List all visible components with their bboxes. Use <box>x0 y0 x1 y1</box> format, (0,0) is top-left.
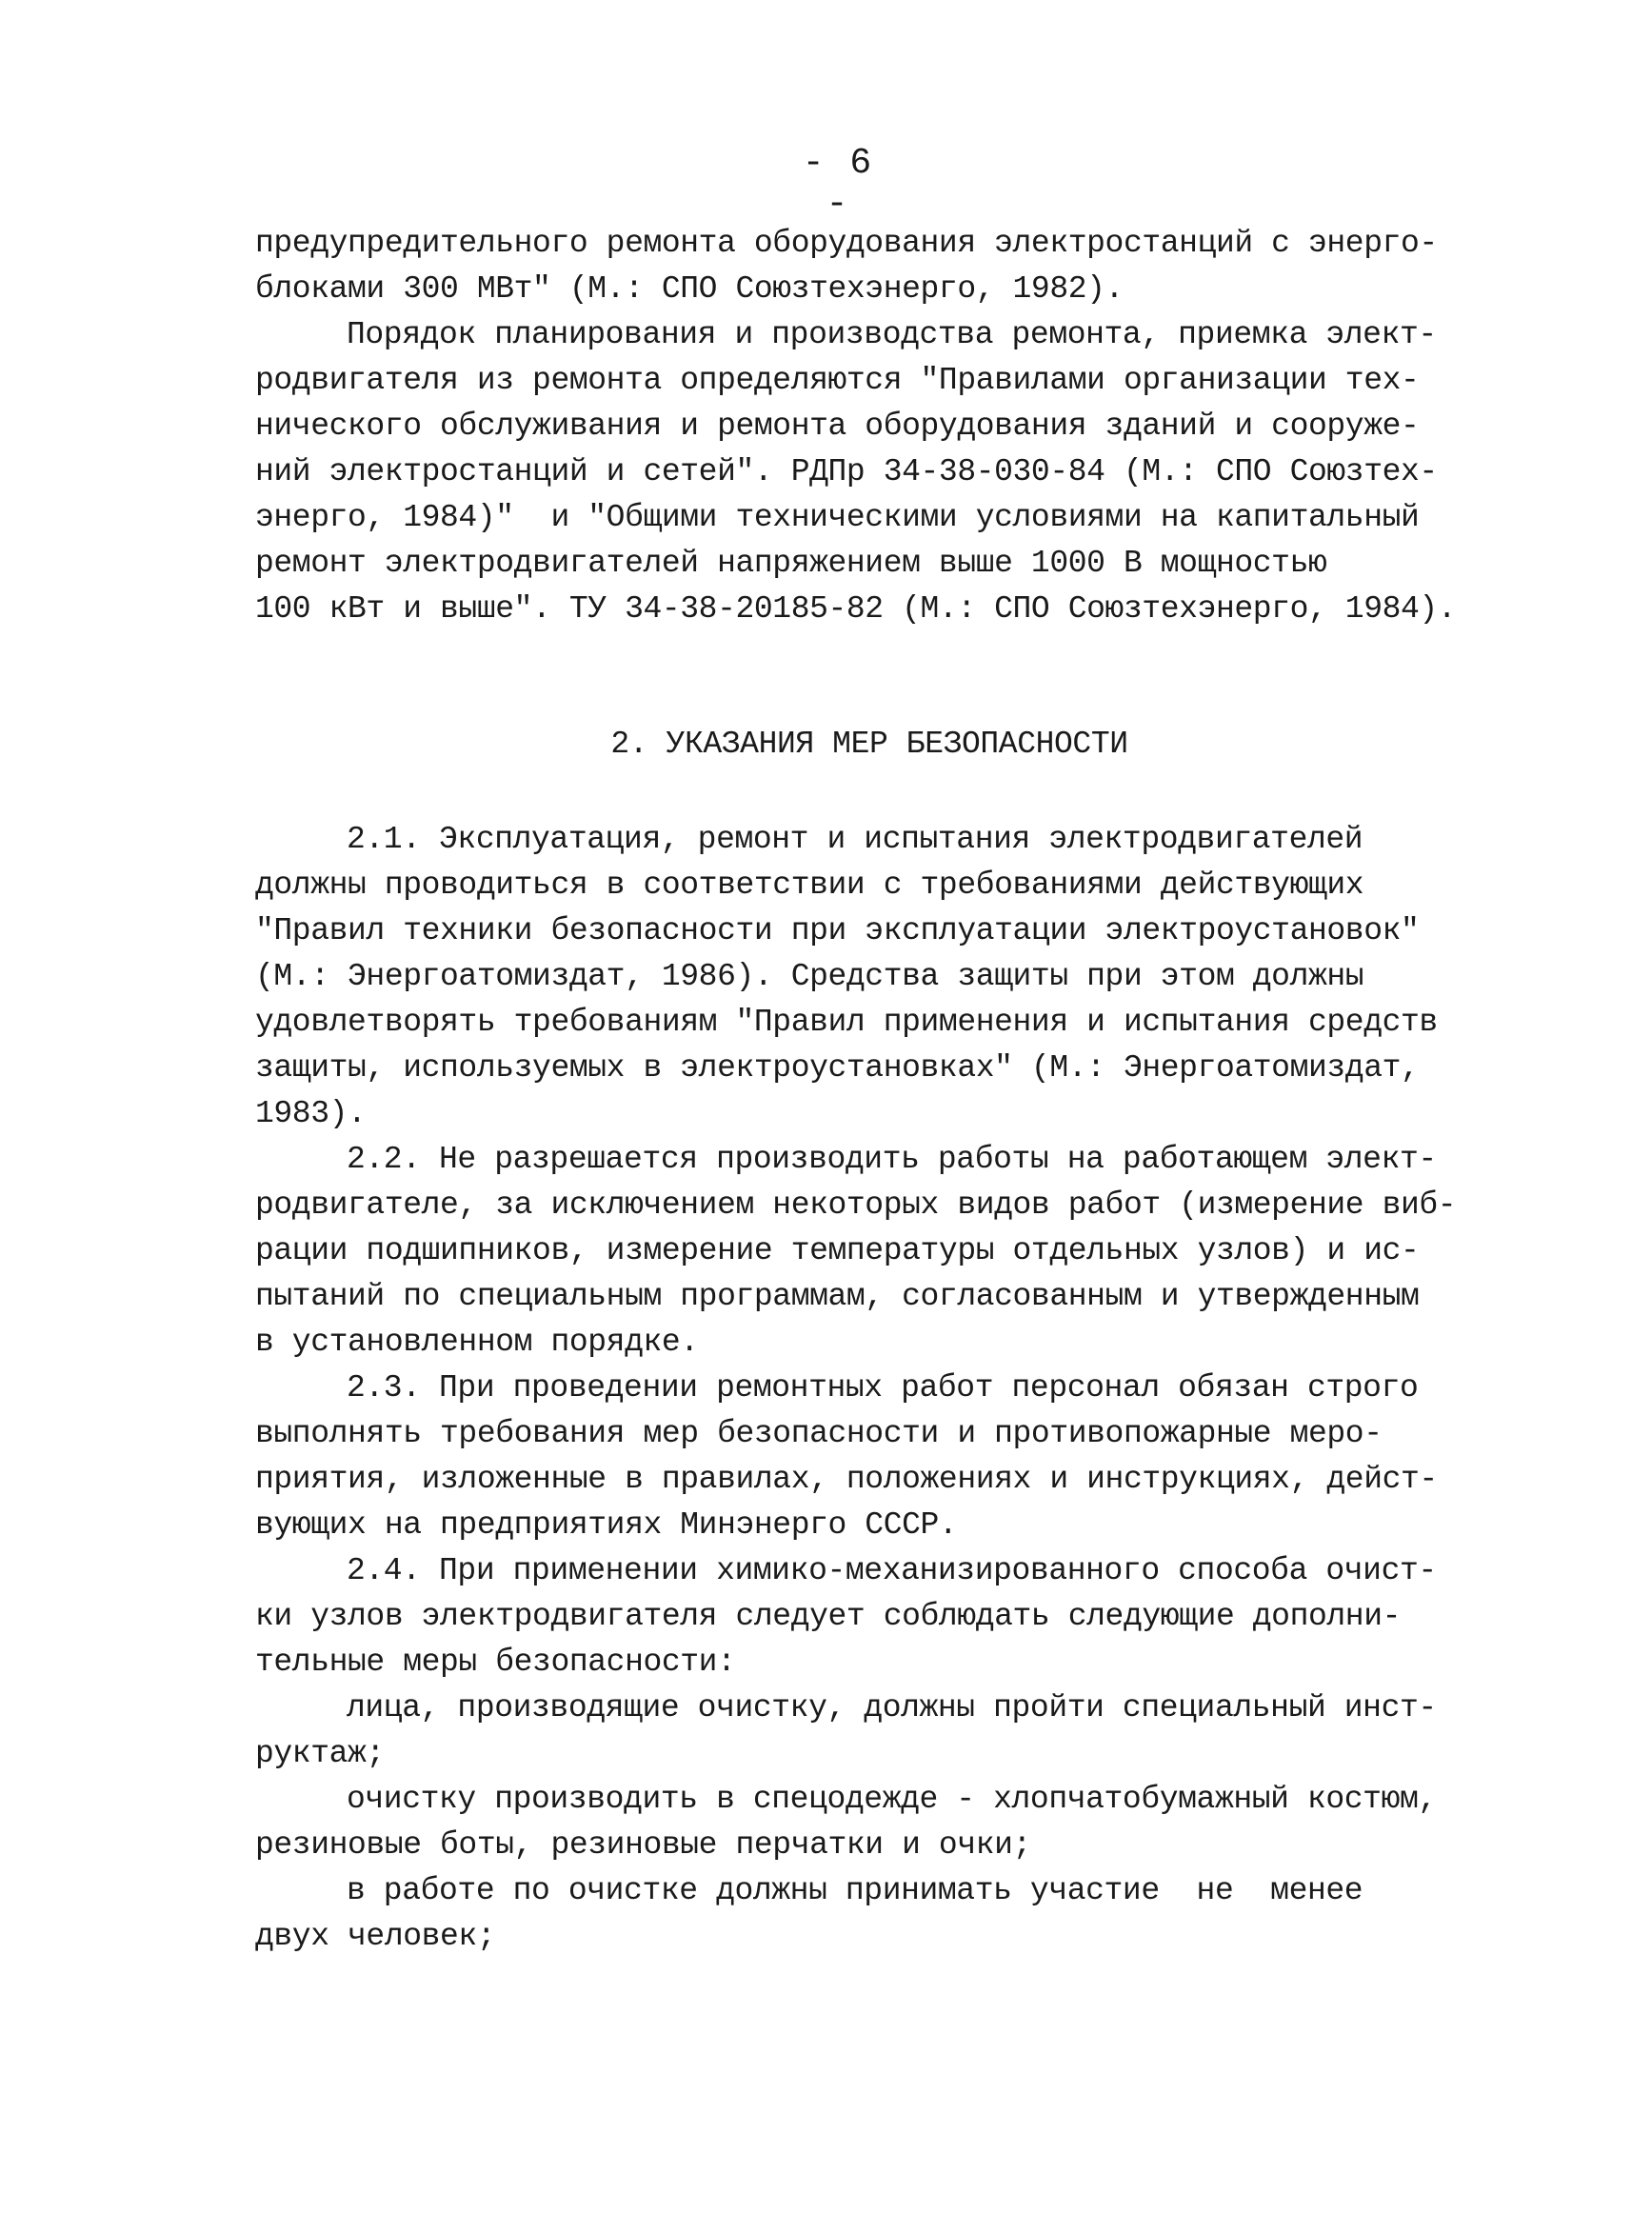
text-line: рации подшипников, измерение температуры отдельных узлов) и ис- <box>255 1233 1420 1268</box>
text-line: ний электростанций и сетей". РДПр 34-38-030-84 (М.: СПО Союзтех- <box>255 454 1438 489</box>
text-line: нического обслуживания и ремонта оборудования зданий и сооруже- <box>255 409 1420 444</box>
text-line: в работе по очистке должны принимать участие не менее <box>347 1873 1363 1908</box>
text-line: ки узлов электродвигателя следует соблюдать следующие дополни- <box>255 1599 1402 1634</box>
text-line: выполнять требования мер безопасности и противопожарные меро- <box>255 1416 1383 1451</box>
text-line: Порядок планирования и производства ремонта, приемка элект- <box>347 317 1437 352</box>
text-line: блоками 300 МВт" (М.: СПО Союзтехэнерго, 1982). <box>255 271 1124 307</box>
text-line: руктаж; <box>255 1736 385 1771</box>
page-number: - 6 - <box>802 143 874 225</box>
text-line: удовлетворять требованиям "Правил применения и испытания средств <box>255 1005 1438 1040</box>
text-line: предупредительного ремонта оборудования электростанций с энерго- <box>255 226 1438 261</box>
text-line: ремонт электродвигателей напряжением выше 1000 В мощностью <box>255 546 1327 581</box>
text-line: двух человек; <box>255 1919 496 1954</box>
text-line: 2.3. При проведении ремонтных работ персонал обязан строго <box>347 1370 1419 1406</box>
text-line: очистку производить в спецодежде - хлопчатобумажный костюм, <box>347 1782 1437 1817</box>
text-line: резиновые боты, резиновые перчатки и очки; <box>255 1827 1031 1863</box>
text-line: тельные меры безопасности: <box>255 1645 736 1680</box>
section-heading: 2. УКАЗАНИЯ МЕР БЕЗОПАСНОСТИ <box>610 727 1128 762</box>
text-line: вующих на предприятиях Минэнерго СССР. <box>255 1507 958 1543</box>
text-line: 2.2. Не разрешается производить работы на работающем элект- <box>347 1142 1437 1177</box>
text-line: должны проводиться в соответствии с требованиями действующих <box>255 868 1364 903</box>
text-line: родвигателя из ремонта определяются "Правилами организации тех- <box>255 363 1420 398</box>
text-line: "Правил техники безопасности при эксплуатации электроустановок" <box>255 913 1420 948</box>
safety-paragraphs <box>255 817 1483 1960</box>
text-line: приятия, изложенные в правилах, положениях и инструкциях, дейст- <box>255 1462 1438 1497</box>
text-line: родвигателе, за исключением некоторых видов работ (измерение виб- <box>255 1187 1457 1223</box>
text-line: 2.1. Эксплуатация, ремонт и испытания электродвигателей <box>347 822 1363 857</box>
intro-paragraphs <box>255 221 1483 632</box>
text-line: энерго, 1984)" и "Общими техническими условиями на капитальный <box>255 500 1420 535</box>
text-line: 100 кВт и выше". ТУ 34-38-20185-82 (М.: СПО Союзтехэнерго, 1984). <box>255 591 1457 627</box>
text-line: защиты, используемых в электроустановках" (М.: Энергоатомиздат, <box>255 1050 1420 1086</box>
text-line: (М.: Энергоатомиздат, 1986). Средства защиты при этом должны <box>255 959 1364 994</box>
text-line: пытаний по специальным программам, согласованным и утвержденным <box>255 1279 1420 1314</box>
text-line: 2.4. При применении химико-механизированного способа очист- <box>347 1553 1437 1588</box>
text-line: в установленном порядке. <box>255 1325 699 1360</box>
text-line: лица, производящие очистку, должны пройти специальный инст- <box>347 1690 1437 1725</box>
text-line: 1983). <box>255 1096 367 1131</box>
